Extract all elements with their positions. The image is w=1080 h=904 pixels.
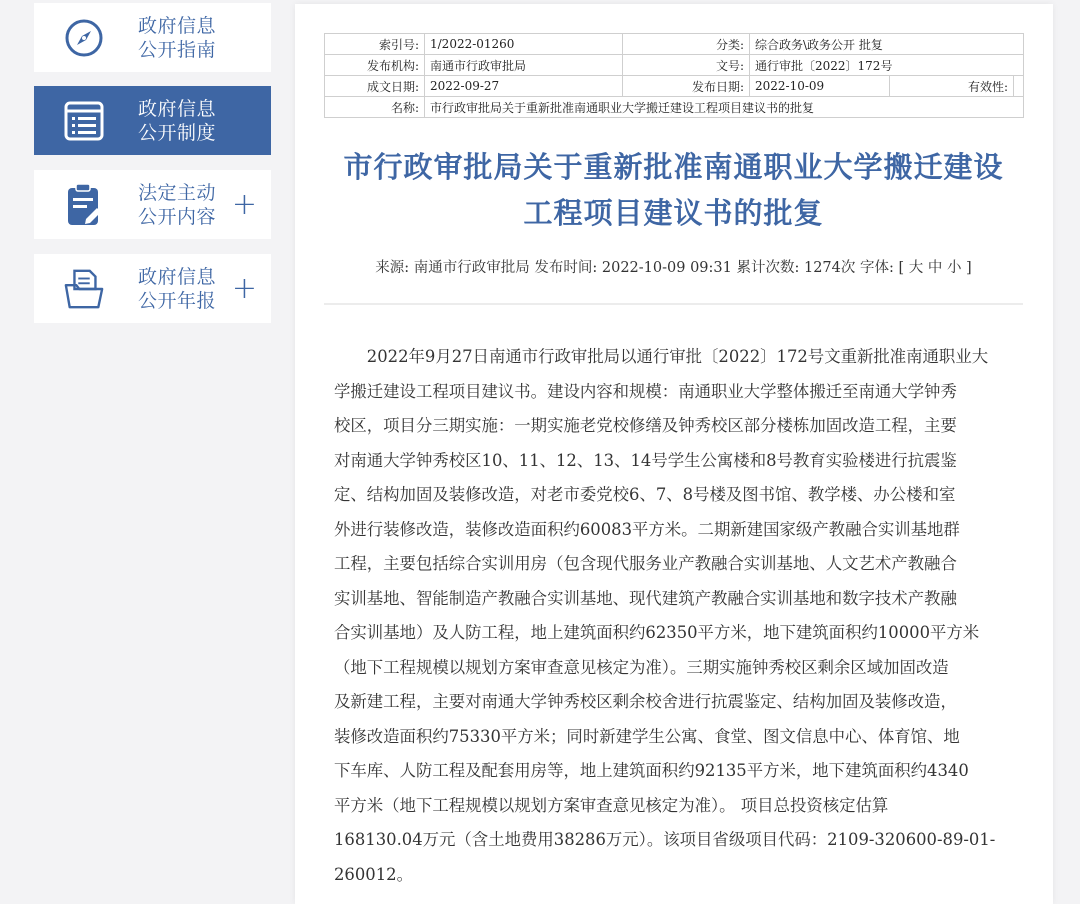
expand-plus-icon[interactable]: + bbox=[231, 186, 257, 222]
sidebar-item-label: 政府信息 bbox=[138, 97, 217, 120]
docno-value: 通行审批〔2022〕172号 bbox=[750, 55, 1024, 76]
sidebar-item-annual-report[interactable] bbox=[34, 254, 271, 323]
sidebar-item-label: 公开指南 bbox=[138, 38, 217, 61]
body-line: 260012。 bbox=[334, 864, 413, 884]
expand-plus-icon[interactable]: + bbox=[231, 270, 257, 306]
body-line: 下车库、人防工程及配套用房等，地上建筑面积约92135平方米，地下建筑面积约4340 bbox=[334, 761, 969, 780]
validity-label: 有效性: bbox=[890, 76, 1014, 97]
index-value: 1/2022-01260 bbox=[425, 34, 623, 55]
body-line: 实训基地、智能制造产教融合实训基地、现代建筑产教融合实训基地和数字技术产教融 bbox=[334, 588, 957, 608]
body-line: 2022年9月27日南通市行政审批局以通行审批〔2022〕172号文重新批准南通职业大 bbox=[334, 347, 989, 366]
validity-value bbox=[1014, 76, 1024, 97]
category-value: 综合政务\政务公开 批复 bbox=[750, 34, 1024, 55]
sidebar-item-disclosure-system[interactable] bbox=[34, 86, 271, 155]
sidebar-item-disclosure-guide[interactable] bbox=[34, 3, 271, 72]
body-line: 及新建工程，主要对南通大学钟秀校区剩余校舍进行抗震鉴定、结构加固及装修改造， bbox=[334, 692, 957, 711]
sidebar-item-label: 公开内容 bbox=[138, 205, 217, 228]
created-date-value: 2022-09-27 bbox=[425, 76, 623, 97]
sidebar-item-label: 公开制度 bbox=[138, 121, 217, 144]
body-line: 装修改造面积约75330平方米；同时新建学生公寓、食堂、图文信息中心、体育馆、地 bbox=[334, 726, 960, 746]
name-value: 市行政审批局关于重新批准南通职业大学搬迁建设工程项目建议书的批复 bbox=[425, 97, 1024, 118]
divider bbox=[324, 303, 1023, 305]
sidebar-item-label: 法定主动 bbox=[138, 181, 217, 204]
title-line: 市行政审批局关于重新批准南通职业大学搬迁建设 bbox=[343, 150, 1004, 184]
publisher-label: 发布机构: bbox=[325, 55, 425, 76]
body-line: 校区，项目分三期实施：一期实施老党校修缮及钟秀校区部分楼栋加固改造工程，主要 bbox=[334, 416, 957, 435]
docno-label: 文号: bbox=[623, 55, 750, 76]
sidebar-item-statutory-content[interactable] bbox=[34, 170, 271, 239]
metadata-table bbox=[324, 33, 1024, 118]
body-line: 168130.04万元（含土地费用38286万元）。该项目省级项目代码：2109-320600-89-01- bbox=[334, 830, 996, 849]
body-line: 合实训基地）及人防工程，地上建筑面积约62350平方米，地下建筑面积约10000平方米 bbox=[334, 623, 980, 642]
body-line: （地下工程规模以规划方案审查意见核定为准）。三期实施钟秀校区剩余区域加固改造 bbox=[334, 657, 949, 677]
sidebar-item-label: 政府信息 bbox=[138, 265, 217, 288]
index-label: 索引号: bbox=[325, 34, 425, 55]
name-label: 名称: bbox=[325, 97, 425, 118]
document-list-icon bbox=[63, 100, 105, 142]
publisher-value: 南通市行政审批局 bbox=[425, 55, 623, 76]
compass-icon bbox=[63, 17, 105, 59]
published-date-label: 发布日期: bbox=[623, 76, 750, 97]
title-line: 工程项目建议书的批复 bbox=[523, 196, 824, 230]
sidebar-item-label: 政府信息 bbox=[138, 14, 217, 37]
body-line: 工程，主要包括综合实训用房（包含现代服务业产教融合实训基地、人文艺术产教融合 bbox=[334, 554, 957, 573]
published-date-value: 2022-10-09 bbox=[750, 76, 890, 97]
article-panel bbox=[295, 4, 1053, 904]
body-line: 外进行装修改造，装修改造面积约60083平方米。二期新建国家级产教融合实训基地群 bbox=[334, 519, 960, 539]
body-line: 对南通大学钟秀校区10、11、12、13、14号学生公寓楼和8号教育实验楼进行抗震鉴 bbox=[334, 450, 957, 470]
page-title bbox=[324, 144, 1023, 236]
body-line: 定、结构加固及装修改造，对老市委党校6、7、8号楼及图书馆、教学楼、办公楼和室 bbox=[334, 485, 956, 504]
article-body bbox=[334, 340, 1014, 892]
category-label: 分类: bbox=[623, 34, 750, 55]
clipboard-edit-icon bbox=[63, 184, 105, 226]
created-date-label: 成文日期: bbox=[325, 76, 425, 97]
body-line: 学搬迁建设工程项目建议书。建设内容和规模：南通职业大学整体搬迁至南通大学钟秀 bbox=[334, 381, 957, 401]
folder-document-icon bbox=[63, 268, 105, 310]
sidebar-item-label: 公开年报 bbox=[138, 289, 217, 312]
body-line: 平方米（地下工程规模以规划方案审查意见核定为准）。 项目总投资核定估算 bbox=[334, 795, 889, 815]
article-info-bar: 来源: 南通市行政审批局 发布时间: 2022-10-09 09:31 累计次数: 1274次 字体: [ 大 中 小 ] bbox=[375, 260, 972, 276]
